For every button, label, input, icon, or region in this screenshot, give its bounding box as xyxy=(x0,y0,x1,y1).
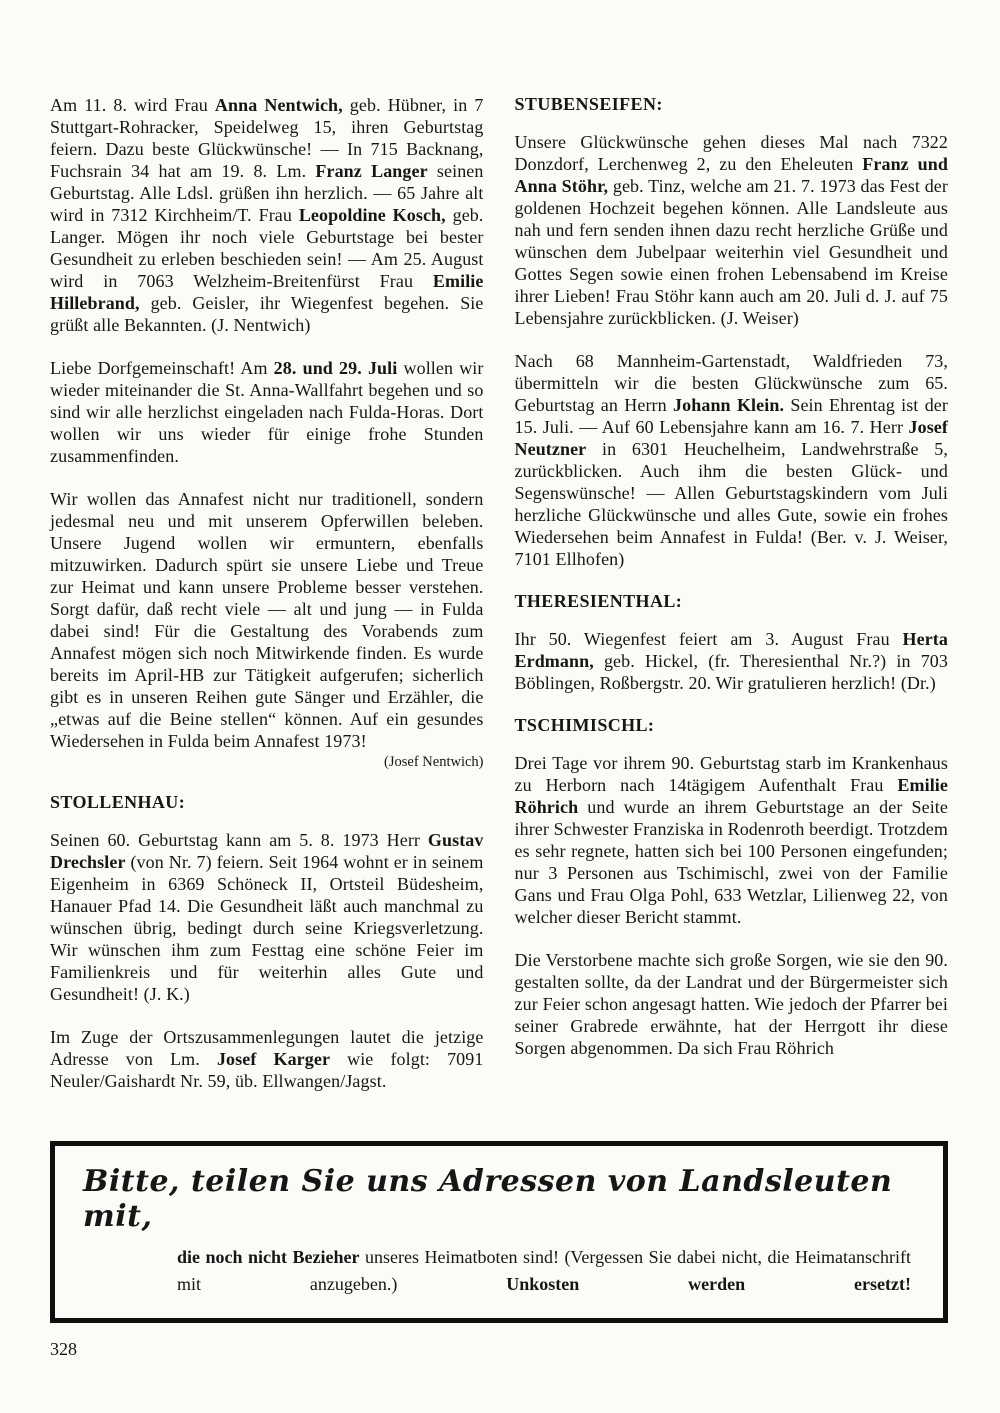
signature-josef-nentwich: (Josef Nentwich) xyxy=(384,754,484,770)
paragraph-erdmann: Ihr 50. Wiegenfest feiert am 3. August Frau Herta Erdmann, geb. Hickel, (fr. Theresienthal Nr.?) in 703 Böblingen, Roßbergstr. 20. Wir gratulieren herzlich! (Dr.) xyxy=(514,629,948,693)
paragraph-drechsler: Seinen 60. Geburtstag kann am 5. 8. 1973 Herr Gustav Drechsler (von Nr. 7) feiern. Seit 1964 wohnt er in seinem Eigenheim in 6369 Schöneck II, Ortsteil Büdesheim, Hanauer Pfad 14. Die Gesundheit läßt auch manchmal zu wünschen übrig, bedingt durch seine Kriegsverletzung. Wir wünschen ihm zum Festtag eine schöne Feier im Familienkreis und für weiterhin alles Gute und Gesundheit! (J. K.) xyxy=(50,829,484,1004)
left-column xyxy=(50,94,484,1113)
right-column xyxy=(515,94,949,1061)
notice-headline: Bitte, teilen Sie uns Adressen von Landsleuten mit, xyxy=(83,1163,893,1234)
section-heading-stollenhau: STOLLENHAU: xyxy=(50,791,186,812)
paragraph-karger-address: Im Zuge der Ortszusammenlegungen lautet die jetzige Adresse von Lm. Josef Karger wie folgt: 7091 Neuler/Gaishardt Nr. 59, üb. Ellwangen/Jagst. xyxy=(50,1026,484,1091)
paragraph-stoehr-goldene-hochzeit: Unsere Glückwünsche gehen dieses Mal nach 7322 Donzdorf, Lerchenweg 2, zu den Eheleuten Franz und Anna Stöhr, geb. Tinz, welche am 21. 7. 1973 das Fest der goldenen Hochzeit begehen können. Alle Landsleute aus nah und fern senden ihnen dazu recht herzliche Grüße und wünschen dem Jubelpaar weiterhin viel Gesundheit und Gottes Segen sowie einen frohen Lebensabend im Kreise ihrer Lieben! Frau Stöhr kann auch am 20. Juli d. J. auf 75 Lebensjahre zurückblicken. (J. Weiser) xyxy=(514,132,948,328)
section-heading-stubenseifen: STUBENSEIFEN: xyxy=(514,94,663,114)
paragraph-anna-wallfahrt: Liebe Dorfgemeinschaft! Am 28. und 29. Juli wollen wir wieder miteinander die St. Anna-Wallfahrt begehen und so sind wir alle herzlichst eingeladen nach Fulda-Horas. Dort wollen wir uns wieder für einige frohe Stunden zusammenfinden. xyxy=(50,358,484,466)
notice-body: die noch nicht Bezieher unseres Heimatboten sind! (Vergessen Sie dabei nicht, die Heimatanschrift mit anzugeben.) Unkosten werden ersetzt! xyxy=(177,1246,911,1294)
paragraph-roehrich-notes: Die Verstorbene machte sich große Sorgen, wie sie den 90. gestalten sollte, da der Landrat und der Bürgermeister sich zur Feier schon angesagt hatten. Wie jedoch der Pfarrer bei seiner Grabrede erwähnte, hat der Herrgott ihr diese Sorgen abgenommen. Da sich Frau Röhrich xyxy=(514,950,948,1058)
notice-box xyxy=(50,1141,948,1323)
section-heading-theresienthal: THERESIENTHAL: xyxy=(514,591,683,611)
paragraph-roehrich-nachruf: Drei Tage vor ihrem 90. Geburtstag starb im Krankenhaus zu Herborn nach 14tägigem Aufenthalt Frau Emilie Röhrich und wurde an ihrem Geburtstage an der Seite ihrer Schwester Franziska in Rodenroth beerdigt. Trotzdem es sehr regnete, hatten sich bei 100 Personen eingefunden; nur 3 Personen aus Tschimischl, zwei von der Familie Gans und Frau Olga Pohl, 633 Wetzlar, Lilienweg 22, von welcher dieser Bericht stammt. xyxy=(514,753,948,927)
paragraph-annafest-notes: Wir wollen das Annafest nicht nur traditionell, sondern jedesmal neu und mit unserem Opferwillen beleben. Unsere Jugend wollen wir ermuntern, ebenfalls mitzuwirken. Dadurch spürt sie unsere Liebe und Treue zur Heimat und kann unsere Probleme besser verstehen. Sorgt dafür, daß recht viele — alt und jung — in Fulda dabei sind! Für die Gestaltung des Vorabends zum Annafest mögen sich noch Mitwirkende finden. Es wurde bereits im April-HB zur Tätigkeit aufgerufen; sicherlich gibt es in unseren Reihen gute Sänger und Erzähler, die „etwas auf die Beine stellen“ können. Auf ein gesundes Wiedersehen in Fulda beim Annafest 1973! xyxy=(50,489,484,751)
paragraph-klein-neutzner: Nach 68 Mannheim-Gartenstadt, Waldfrieden 73, übermitteln wir die besten Glückwünsche zum 65. Geburtstag an Herrn Johann Klein. Sein Ehrentag ist der 15. Juli. — Auf 60 Lebensjahre kann am 16. 7. Herr Josef Neutzner in 6301 Heuchelheim, Landwehrstraße 5, zurückblicken. Auch ihm die besten Glück- und Segenswünsche! — Allen Geburtstagskindern vom Juli herzliche Glückwünsche und alles Gute, sowie ein frohes Wiedersehen beim Annafest in Fulda! (Ber. v. J. Weiser, 7101 Ellhofen) xyxy=(514,351,948,569)
section-heading-tschimischl: TSCHIMISCHL: xyxy=(514,715,655,735)
paragraph-birthdays-nentwich: Am 11. 8. wird Frau Anna Nentwich, geb. Hübner, in 7 Stuttgart-Rohracker, Speidelweg 15, ihren Geburtstag feiern. Dazu beste Glückwünsche! — In 715 Backnang, Fuchsrain 34 hat am 19. 8. Lm. Franz Langer seinen Geburtstag. Alle Ldsl. grüßen ihn herzlich. — 65 Jahre alt wird in 7312 Kirchheim/T. Frau Leopoldine Kosch, geb. Langer. Mögen ihr noch viele Geburtstage bei bester Gesundheit zu erleben beschieden sein! — Am 25. August wird in 7063 Welzheim-Breitenfürst Frau Emilie Hillebrand, geb. Geisler, ihr Wiegenfest begehen. Sie grüßt alle Bekannten. (J. Nentwich) xyxy=(50,95,484,335)
page-number: 328 xyxy=(50,1338,77,1359)
